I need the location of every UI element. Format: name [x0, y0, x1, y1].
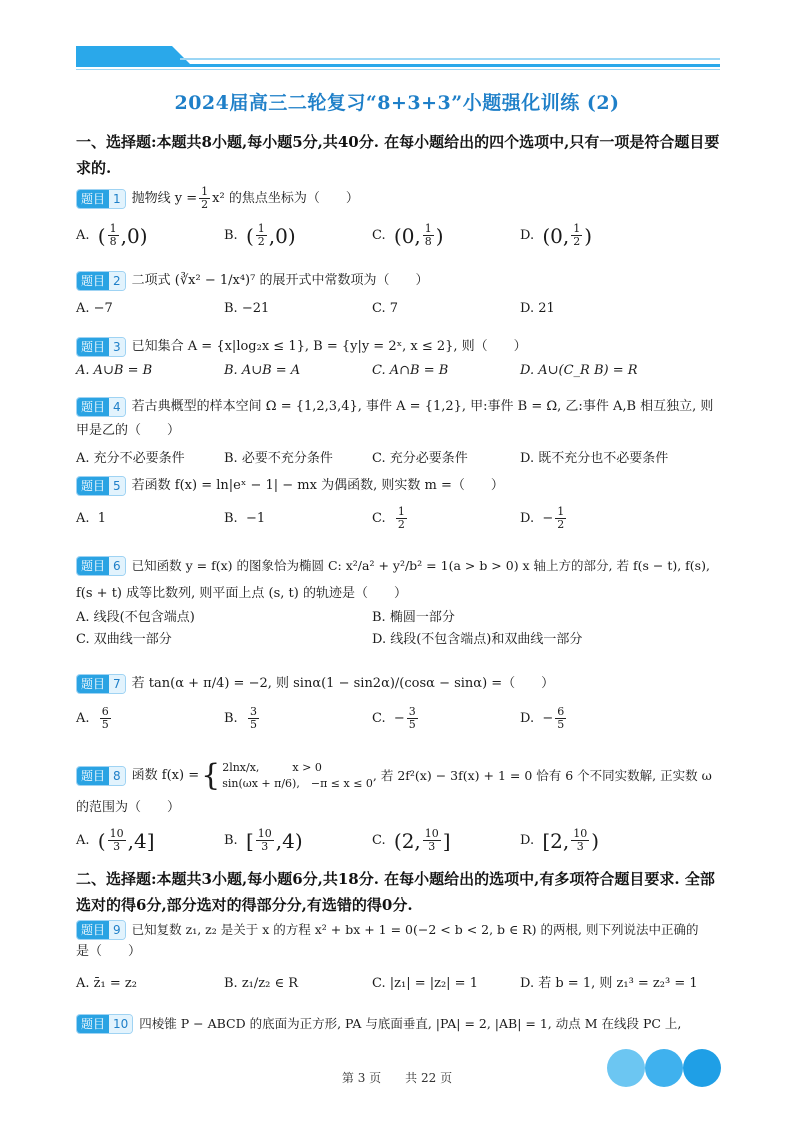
- fraction: $\frac{1}{2}$: [201, 185, 209, 211]
- question-1: 题目 1 抛物线 y = $\frac{1}{2}$ x² 的焦点坐标为（ ） A. ( $\frac{1}{8}$ ,0) B. ( $\frac{1}{2}$ ,0) C. (0, $\frac{1}{8}$ ) D. (0, $\frac{1}{2}$ ): [76, 186, 726, 248]
- header-bar: [0, 44, 794, 74]
- question-4: 题目 4 若古典概型的样本空间 Ω = {1,2,3,4}, 事件 A = {1,2}, 甲:事件 B = Ω, 乙:事件 A,B 相互独立, 则 甲是乙的（ ） A. 充分不必要条件 B. 必要不充分条件 C. 充分必要条件 D. 既不充分也不必要条件: [76, 397, 726, 469]
- question-6: 题目 6 已知函数 y = f(x) 的图象恰为椭圆 C: x²/a² + y²/b² = 1(a > b > 0) x 轴上方的部分, 若 f(s − t), f(s), f(s + t) 成等比数列, 则平面上点 (s, t) 的轨迹是（ ） A. 线段(不包含端点) B. 椭圆一部分 C. 双曲线一部分 D. 线段(不包含端点)和双曲线一部分: [76, 556, 726, 650]
- option-a[interactable]: A. ( $\frac{1}{8}$ ,0): [76, 222, 148, 248]
- option-d[interactable]: D. 21: [520, 301, 555, 316]
- option-b[interactable]: B. −21: [224, 301, 270, 316]
- option-a[interactable]: A. z̄₁ = z₂: [76, 976, 137, 991]
- option-c[interactable]: C. |z₁| = |z₂| = 1: [372, 976, 478, 991]
- option-b[interactable]: B. z₁/z₂ ∈ R: [224, 976, 298, 991]
- option-c[interactable]: C. (2, $\frac{10}{3}$ ]: [372, 827, 451, 853]
- question-5: 题目 5 若函数 f(x) = ln|eˣ − 1| − mx 为偶函数, 则实数 m =（ ） A. 1 B. −1 C. $\frac{1}{2}$ D. − $\frac{1}{2}$: [76, 476, 726, 531]
- question-tag: 题目 4: [76, 397, 126, 417]
- option-a[interactable]: A. A∪B = B: [76, 363, 153, 378]
- question-tag: 题目 10: [76, 1014, 133, 1034]
- question-tag: 题目 1: [76, 189, 126, 209]
- option-d[interactable]: D. A∪(C_R B) = R: [520, 363, 638, 378]
- question-tag: 题目 8: [76, 766, 126, 786]
- section-1-heading: 一、选择题:本题共8小题,每小题5分,共40分. 在每小题给出的四个选项中,只有一项是符合题目要求的.: [76, 133, 720, 177]
- option-a[interactable]: A. $\frac{6}{5}$: [76, 705, 109, 731]
- question-8: 题目 8 函数 f(x) = { 2lnx/x, x > 0 sin(ωx + π/6), −π ≤ x ≤ 0 , 若 2f²(x) − 3f(x) + 1 = 0 恰有 6 个不同实数解, 正实数 ω 的范围为（ ） A. ( $\frac{10}{3}$ ,4] B. [ $\frac{10}{3}$ ,4) C. (2, $\frac{10}{3}$ ] D. [2, $\frac{10}{3}$ ): [76, 758, 712, 853]
- option-b[interactable]: B. $\frac{3}{5}$: [224, 705, 257, 731]
- page-footer: 第 3 页 共 22 页: [341, 1071, 453, 1085]
- option-d[interactable]: D. − $\frac{1}{2}$: [520, 505, 565, 531]
- option-b[interactable]: B. ( $\frac{1}{2}$ ,0): [224, 222, 296, 248]
- question-2: 题目 2 二项式 (∛x² − 1/x⁴)⁷ 的展开式中常数项为（ ） A. −7 B. −21 C. 7 D. 21: [76, 271, 726, 319]
- option-c[interactable]: C. $\frac{1}{2}$: [372, 505, 405, 531]
- option-a[interactable]: A. −7: [76, 301, 113, 316]
- circle-3: [683, 1049, 721, 1087]
- option-d[interactable]: D. [2, $\frac{10}{3}$ ): [520, 827, 600, 853]
- decorative-circles: [606, 1048, 722, 1088]
- option-c[interactable]: C. − $\frac{3}{5}$: [372, 705, 416, 731]
- option-b[interactable]: B. 椭圆一部分: [372, 610, 455, 625]
- option-a[interactable]: A. 线段(不包含端点): [76, 610, 195, 625]
- brace: {: [201, 758, 221, 793]
- question-tag: 题目 3: [76, 337, 126, 357]
- question-9: 题目 9 已知复数 z₁, z₂ 是关于 x 的方程 x² + bx + 1 = 0(−2 < b < 2, b ∈ R) 的两根, 则下列说法中正确的 是（ ） A. z̄₁ = z₂ B. z₁/z₂ ∈ R C. |z₁| = |z₂| = 1 D. 若 b = 1, 则 z₁³ = z₂³ = 1: [76, 920, 726, 994]
- question-tag: 题目 2: [76, 271, 126, 291]
- section-2-heading: 二、选择题:本题共3小题,每小题6分,共18分. 在每小题给出的选项中,有多项符合题目要求. 全部选对的得6分,部分选对的得部分分,有选错的得0分.: [76, 870, 715, 914]
- option-d[interactable]: D. 既不充分也不必要条件: [520, 451, 669, 466]
- option-c[interactable]: C. A∩B = B: [372, 363, 449, 378]
- circle-1: [607, 1049, 645, 1087]
- option-a[interactable]: A. 1: [76, 510, 107, 526]
- question-tag: 题目 6: [76, 556, 126, 576]
- option-d[interactable]: D. − $\frac{6}{5}$: [520, 705, 565, 731]
- option-b[interactable]: B. [ $\frac{10}{3}$ ,4): [224, 827, 303, 853]
- piecewise-cases: 2lnx/x, x > 0 sin(ωx + π/6), −π ≤ x ≤ 0: [222, 761, 373, 790]
- question-3: 题目 3 已知集合 A = {x|log₂x ≤ 1}, B = {y|y = 2ˣ, x ≤ 2}, 则（ ） A. A∪B = B B. A∪B = A C. A∩B = B D. A∪(C_R B) = R: [76, 337, 726, 381]
- option-c[interactable]: C. (0, $\frac{1}{8}$ ): [372, 222, 444, 248]
- question-tag: 题目 5: [76, 476, 126, 496]
- question-10: 题目 10 四棱锥 P − ABCD 的底面为正方形, PA 与底面垂直, |PA| = 2, |AB| = 1, 动点 M 在线段 PC 上,: [76, 1014, 726, 1034]
- option-a[interactable]: A. ( $\frac{10}{3}$ ,4]: [76, 827, 155, 853]
- page-title: 2024届高三二轮复习“8+3+3”小题强化训练 (2): [174, 92, 620, 114]
- option-d[interactable]: D. 线段(不包含端点)和双曲线一部分: [372, 632, 583, 647]
- question-tag: 题目 9: [76, 920, 126, 940]
- question-tag: 题目 7: [76, 674, 126, 694]
- option-b[interactable]: B. −1: [224, 510, 266, 526]
- option-d[interactable]: D. 若 b = 1, 则 z₁³ = z₂³ = 1: [520, 976, 698, 991]
- option-d[interactable]: D. (0, $\frac{1}{2}$ ): [520, 222, 593, 248]
- option-b[interactable]: B. A∪B = A: [224, 363, 301, 378]
- option-c[interactable]: C. 充分必要条件: [372, 451, 468, 466]
- option-c[interactable]: C. 7: [372, 301, 399, 316]
- option-b[interactable]: B. 必要不充分条件: [224, 451, 333, 466]
- option-c[interactable]: C. 双曲线一部分: [76, 632, 172, 647]
- option-a[interactable]: A. 充分不必要条件: [76, 451, 185, 466]
- question-7: 题目 7 若 tan(α + π/4) = −2, 则 sinα(1 − sin2α)/(cosα − sinα) =（ ） A. $\frac{6}{5}$ B. $\frac{3}{5}$ C. − $\frac{3}{5}$ D. − $\frac{6}{5}$: [76, 674, 726, 731]
- circle-2: [645, 1049, 683, 1087]
